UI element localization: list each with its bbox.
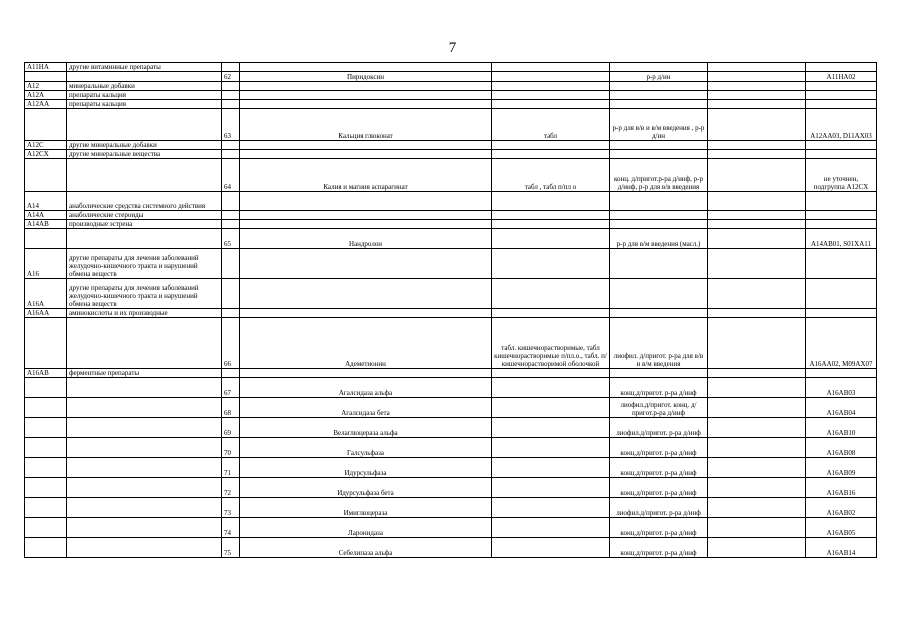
atc-classification-cell — [806, 82, 877, 91]
group-name-cell — [67, 109, 222, 141]
atc-code-cell: A16 — [25, 249, 67, 279]
atc-code-cell — [25, 538, 67, 558]
drug-row — [25, 229, 877, 249]
other-form-cell — [708, 229, 806, 249]
row-number-cell: 72 — [222, 478, 240, 498]
drug-name-cell: Агалсидаза бета — [240, 398, 492, 418]
oral-form-cell — [492, 309, 610, 318]
atc-classification-cell — [806, 150, 877, 159]
drug-name-cell: Адеметионин — [240, 318, 492, 369]
drug-row — [25, 518, 877, 538]
drug-row — [25, 438, 877, 458]
group-name-cell — [67, 72, 222, 82]
atc-code-cell — [25, 318, 67, 369]
other-form-cell — [708, 159, 806, 192]
other-form-cell — [708, 518, 806, 538]
atc-classification-cell: A16AA02, M09AX07 — [806, 318, 877, 369]
group-row — [25, 82, 877, 91]
other-form-cell — [708, 369, 806, 378]
group-row — [25, 141, 877, 150]
drug-name-cell — [240, 82, 492, 91]
other-form-cell — [708, 418, 806, 438]
injection-form-cell: р-р для в/м введения (масл.) — [610, 229, 708, 249]
row-number-cell — [222, 192, 240, 211]
drug-name-cell — [240, 141, 492, 150]
drug-name-cell — [240, 63, 492, 72]
drug-name-cell — [240, 150, 492, 159]
injection-form-cell — [610, 192, 708, 211]
row-number-cell: 66 — [222, 318, 240, 369]
injection-form-cell: конц.д/пригот. р-ра д/инф — [610, 438, 708, 458]
group-row — [25, 309, 877, 318]
atc-classification-cell — [806, 309, 877, 318]
injection-form-cell: лиофил.д/пригот. р-ра д/инф — [610, 498, 708, 518]
group-name-cell — [67, 378, 222, 398]
injection-form-cell: конц.д/пригот. р-ра д/инф — [610, 518, 708, 538]
other-form-cell — [708, 109, 806, 141]
row-number-cell: 65 — [222, 229, 240, 249]
drug-name-cell: Кальция глюконат — [240, 109, 492, 141]
drug-name-cell — [240, 279, 492, 309]
group-name-cell — [67, 538, 222, 558]
atc-code-cell — [25, 518, 67, 538]
oral-form-cell — [492, 91, 610, 100]
other-form-cell — [708, 249, 806, 279]
drug-name-cell: Ларонидаза — [240, 518, 492, 538]
drug-name-cell: Нандролон — [240, 229, 492, 249]
atc-code-cell: A12A — [25, 91, 67, 100]
oral-form-cell — [492, 369, 610, 378]
oral-form-cell — [492, 478, 610, 498]
atc-classification-cell — [806, 369, 877, 378]
row-number-cell — [222, 100, 240, 109]
atc-classification-cell — [806, 249, 877, 279]
group-name-cell — [67, 438, 222, 458]
other-form-cell — [708, 538, 806, 558]
other-form-cell — [708, 318, 806, 369]
atc-code-cell: A14AB — [25, 220, 67, 229]
group-name-cell: другие препараты для лечения заболеваний желудочно-кишечного тракта и нарушений обмена веществ — [67, 249, 222, 279]
group-row — [25, 91, 877, 100]
other-form-cell — [708, 378, 806, 398]
oral-form-cell — [492, 378, 610, 398]
oral-form-cell — [492, 458, 610, 478]
other-form-cell — [708, 211, 806, 220]
other-form-cell — [708, 398, 806, 418]
atc-classification-cell: A12AA03, D11AX03 — [806, 109, 877, 141]
drug-name-cell: Галсульфаза — [240, 438, 492, 458]
injection-form-cell — [610, 82, 708, 91]
injection-form-cell: р-р для в/в и в/м введения , р-р д/ин — [610, 109, 708, 141]
other-form-cell — [708, 192, 806, 211]
drug-list-table — [24, 62, 877, 558]
injection-form-cell — [610, 279, 708, 309]
atc-code-cell — [25, 398, 67, 418]
other-form-cell — [708, 498, 806, 518]
other-form-cell — [708, 309, 806, 318]
drug-name-cell: Себелипаза альфа — [240, 538, 492, 558]
drug-row — [25, 72, 877, 82]
group-name-cell — [67, 518, 222, 538]
row-number-cell: 75 — [222, 538, 240, 558]
atc-code-cell: A11HA — [25, 63, 67, 72]
group-name-cell — [67, 478, 222, 498]
drug-name-cell — [240, 100, 492, 109]
atc-code-cell: A12 — [25, 82, 67, 91]
row-number-cell — [222, 141, 240, 150]
oral-form-cell — [492, 398, 610, 418]
row-number-cell — [222, 63, 240, 72]
atc-code-cell: A12CX — [25, 150, 67, 159]
drug-name-cell — [240, 220, 492, 229]
drug-row — [25, 538, 877, 558]
drug-name-cell: Агалсидаза альфа — [240, 378, 492, 398]
group-name-cell — [67, 418, 222, 438]
group-row — [25, 100, 877, 109]
drug-row — [25, 159, 877, 192]
atc-classification-cell — [806, 279, 877, 309]
atc-code-cell: A12AA — [25, 100, 67, 109]
atc-code-cell — [25, 378, 67, 398]
group-row — [25, 192, 877, 211]
oral-form-cell — [492, 279, 610, 309]
atc-classification-cell — [806, 100, 877, 109]
injection-form-cell — [610, 100, 708, 109]
atc-classification-cell: A16AB02 — [806, 498, 877, 518]
group-name-cell: аминокислоты и их производные — [67, 309, 222, 318]
oral-form-cell — [492, 220, 610, 229]
group-row — [25, 249, 877, 279]
group-name-cell — [67, 229, 222, 249]
oral-form-cell: табл — [492, 109, 610, 141]
drug-row — [25, 318, 877, 369]
drug-name-cell — [240, 309, 492, 318]
group-row — [25, 220, 877, 229]
oral-form-cell — [492, 141, 610, 150]
atc-classification-cell — [806, 192, 877, 211]
oral-form-cell: табл , табл п/пл о — [492, 159, 610, 192]
drug-row — [25, 418, 877, 438]
oral-form-cell — [492, 538, 610, 558]
drug-name-cell: Идурсульфаза бета — [240, 478, 492, 498]
other-form-cell — [708, 279, 806, 309]
group-row — [25, 63, 877, 72]
injection-form-cell — [610, 91, 708, 100]
atc-classification-cell — [806, 63, 877, 72]
injection-form-cell: конц. д/пригот.р-ра д/инф, р-р д/инф, р-р для в/в введения — [610, 159, 708, 192]
drug-name-cell: Велаглюцераза альфа — [240, 418, 492, 438]
group-name-cell — [67, 159, 222, 192]
group-name-cell: другие минеральные добавки — [67, 141, 222, 150]
row-number-cell: 68 — [222, 398, 240, 418]
injection-form-cell: лиофил.д/пригот. конц. д/пригот.р-ра д/инф — [610, 398, 708, 418]
oral-form-cell — [492, 192, 610, 211]
drug-row — [25, 458, 877, 478]
group-name-cell: минеральные добавки — [67, 82, 222, 91]
row-number-cell — [222, 279, 240, 309]
group-row — [25, 211, 877, 220]
other-form-cell — [708, 458, 806, 478]
atc-classification-cell — [806, 211, 877, 220]
atc-classification-cell: A16AB04 — [806, 398, 877, 418]
group-row — [25, 369, 877, 378]
drug-name-cell — [240, 91, 492, 100]
injection-form-cell — [610, 63, 708, 72]
group-name-cell: препараты кальция — [67, 91, 222, 100]
group-name-cell: другие витаминные препараты — [67, 63, 222, 72]
row-number-cell: 70 — [222, 438, 240, 458]
group-name-cell: анаболические средства системного действия — [67, 192, 222, 211]
atc-code-cell — [25, 478, 67, 498]
atc-code-cell: A14 — [25, 192, 67, 211]
atc-classification-cell: A16AB09 — [806, 458, 877, 478]
atc-classification-cell: A11HA02 — [806, 72, 877, 82]
page-number: 7 — [448, 40, 457, 56]
atc-code-cell: A16A — [25, 279, 67, 309]
drug-name-cell: Имиглюцераза — [240, 498, 492, 518]
other-form-cell — [708, 91, 806, 100]
drug-row — [25, 378, 877, 398]
oral-form-cell — [492, 249, 610, 279]
drug-name-cell — [240, 192, 492, 211]
row-number-cell: 62 — [222, 72, 240, 82]
row-number-cell — [222, 369, 240, 378]
group-name-cell: другие минеральные вещества — [67, 150, 222, 159]
injection-form-cell — [610, 249, 708, 279]
injection-form-cell: конц.д/пригот. р-ра д/инф — [610, 378, 708, 398]
oral-form-cell — [492, 82, 610, 91]
row-number-cell: 63 — [222, 109, 240, 141]
injection-form-cell: р-р д/ин — [610, 72, 708, 82]
atc-classification-cell: A16AB03 — [806, 378, 877, 398]
row-number-cell — [222, 220, 240, 229]
other-form-cell — [708, 100, 806, 109]
row-number-cell — [222, 82, 240, 91]
drug-name-cell — [240, 249, 492, 279]
oral-form-cell: табл. кишечнорастворимые, табл кишечнорастворимые п/пл.о., табл. п/кишечнорастворимой оболочкой — [492, 318, 610, 369]
oral-form-cell — [492, 518, 610, 538]
atc-classification-cell: A16AB10 — [806, 418, 877, 438]
atc-classification-cell — [806, 91, 877, 100]
atc-classification-cell: A14AB01, S01XA11 — [806, 229, 877, 249]
row-number-cell — [222, 309, 240, 318]
atc-code-cell — [25, 72, 67, 82]
injection-form-cell: лиофил.д/пригот. р-ра д/инф — [610, 418, 708, 438]
drug-name-cell: Калия и магния аспарагинат — [240, 159, 492, 192]
drug-name-cell — [240, 369, 492, 378]
atc-classification-cell: A16AB14 — [806, 538, 877, 558]
group-name-cell: другие препараты для лечения заболеваний желудочно-кишечного тракта и нарушений обмена веществ — [67, 279, 222, 309]
oral-form-cell — [492, 100, 610, 109]
injection-form-cell — [610, 220, 708, 229]
injection-form-cell — [610, 141, 708, 150]
atc-classification-cell: A16AB05 — [806, 518, 877, 538]
group-name-cell — [67, 398, 222, 418]
table-body — [25, 63, 877, 558]
injection-form-cell — [610, 369, 708, 378]
atc-code-cell — [25, 229, 67, 249]
row-number-cell: 64 — [222, 159, 240, 192]
drug-row — [25, 478, 877, 498]
oral-form-cell — [492, 229, 610, 249]
group-name-cell — [67, 458, 222, 478]
group-name-cell: производные эстрена — [67, 220, 222, 229]
atc-classification-cell: A16AB16 — [806, 478, 877, 498]
group-name-cell: ферментные препараты — [67, 369, 222, 378]
atc-code-cell: A16AA — [25, 309, 67, 318]
atc-code-cell — [25, 159, 67, 192]
atc-code-cell: A14A — [25, 211, 67, 220]
other-form-cell — [708, 478, 806, 498]
atc-code-cell: A12C — [25, 141, 67, 150]
drug-row — [25, 498, 877, 518]
oral-form-cell — [492, 418, 610, 438]
oral-form-cell — [492, 150, 610, 159]
atc-classification-cell: A16AB08 — [806, 438, 877, 458]
other-form-cell — [708, 438, 806, 458]
row-number-cell: 73 — [222, 498, 240, 518]
atc-classification-cell — [806, 220, 877, 229]
group-name-cell — [67, 318, 222, 369]
row-number-cell — [222, 249, 240, 279]
atc-classification-cell: не уточнен, подгруппа A12CX — [806, 159, 877, 192]
oral-form-cell — [492, 63, 610, 72]
group-name-cell: анаболические стероиды — [67, 211, 222, 220]
atc-classification-cell — [806, 141, 877, 150]
row-number-cell — [222, 211, 240, 220]
injection-form-cell: конц.д/пригот. р-ра д/инф — [610, 538, 708, 558]
row-number-cell — [222, 91, 240, 100]
other-form-cell — [708, 72, 806, 82]
row-number-cell: 74 — [222, 518, 240, 538]
drug-name-cell — [240, 211, 492, 220]
atc-code-cell — [25, 458, 67, 478]
oral-form-cell — [492, 72, 610, 82]
group-row — [25, 279, 877, 309]
atc-code-cell — [25, 438, 67, 458]
injection-form-cell: конц.д/пригот. р-ра д/инф — [610, 458, 708, 478]
atc-code-cell — [25, 498, 67, 518]
injection-form-cell — [610, 309, 708, 318]
drug-name-cell: Пиридоксин — [240, 72, 492, 82]
group-name-cell — [67, 498, 222, 518]
row-number-cell: 69 — [222, 418, 240, 438]
drug-row — [25, 398, 877, 418]
atc-code-cell — [25, 418, 67, 438]
row-number-cell: 67 — [222, 378, 240, 398]
other-form-cell — [708, 220, 806, 229]
oral-form-cell — [492, 211, 610, 220]
row-number-cell — [222, 150, 240, 159]
drug-name-cell: Идурсульфаза — [240, 458, 492, 478]
drug-row — [25, 109, 877, 141]
group-name-cell: препараты кальция — [67, 100, 222, 109]
other-form-cell — [708, 63, 806, 72]
group-row — [25, 150, 877, 159]
row-number-cell: 71 — [222, 458, 240, 478]
oral-form-cell — [492, 498, 610, 518]
injection-form-cell — [610, 211, 708, 220]
other-form-cell — [708, 141, 806, 150]
injection-form-cell: лиофил. д/пригот. р-ра для в/в и в/м введения — [610, 318, 708, 369]
other-form-cell — [708, 82, 806, 91]
injection-form-cell: конц.д/пригот. р-ра д/инф — [610, 478, 708, 498]
other-form-cell — [708, 150, 806, 159]
atc-code-cell: A16AB — [25, 369, 67, 378]
atc-code-cell — [25, 109, 67, 141]
injection-form-cell — [610, 150, 708, 159]
oral-form-cell — [492, 438, 610, 458]
